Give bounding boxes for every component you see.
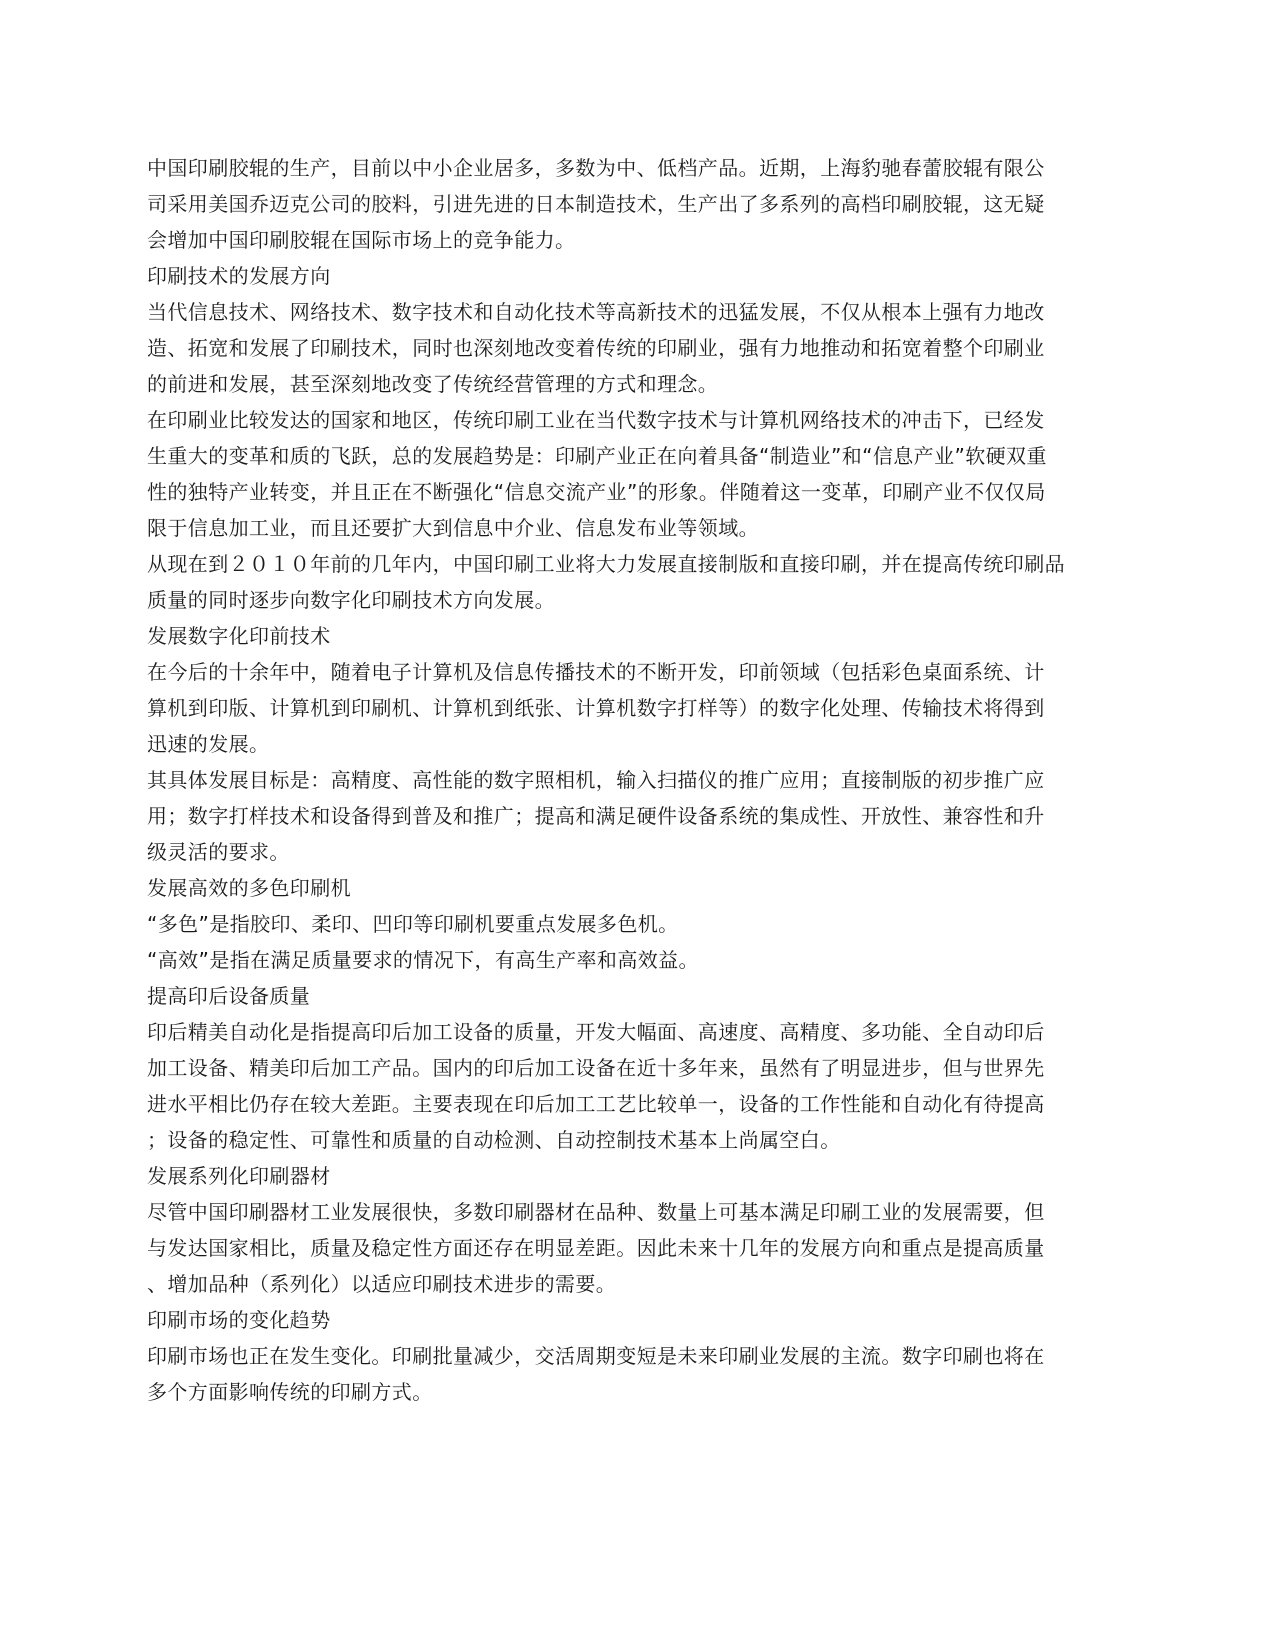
document-body [147, 150, 1067, 1410]
text-line: 迅速的发展。 [147, 732, 270, 756]
text-line: 性的独特产业转变，并且正在不断强化“信息交流产业”的形象。伴随着这一变革，印刷产业不仅仅局 [147, 480, 1046, 504]
section-heading: 发展高效的多色印刷机 [147, 876, 351, 900]
text-line: 限于信息加工业，而且还要扩大到信息中介业、信息发布业等领域。 [147, 516, 759, 540]
section-heading: 提高印后设备质量 [147, 984, 311, 1008]
text-line: 尽管中国印刷器材工业发展很快，多数印刷器材在品种、数量上可基本满足印刷工业的发展需要，但 [147, 1200, 1045, 1224]
text-line: 印刷市场也正在发生变化。印刷批量减少，交活周期变短是未来印刷业发展的主流。数字印刷也将在 [147, 1344, 1045, 1368]
text-line: 、增加品种（系列化）以适应印刷技术进步的需要。 [147, 1272, 617, 1296]
text-line: “高效”是指在满足质量要求的情况下，有高生产率和高效益。 [147, 948, 699, 972]
text-line: 生重大的变革和质的飞跃，总的发展趋势是：印刷产业正在向着具备“制造业”和“信息产业”软硬双重 [147, 444, 1047, 468]
text-line: 加工设备、精美印后加工产品。国内的印后加工设备在近十多年来，虽然有了明显进步，但与世界先 [147, 1056, 1045, 1080]
text-line: 司采用美国乔迈克公司的胶料，引进先进的日本制造技术，生产出了多系列的高档印刷胶辊，这无疑 [147, 192, 1045, 216]
text-line: 质量的同时逐步向数字化印刷技术方向发展。 [147, 588, 555, 612]
text-line: 用；数字打样技术和设备得到普及和推广；提高和满足硬件设备系统的集成性、开放性、兼容性和升 [147, 804, 1045, 828]
text-line: 级灵活的要求。 [147, 840, 290, 864]
text-line: 与发达国家相比，质量及稳定性方面还存在明显差距。因此未来十几年的发展方向和重点是提高质量 [147, 1236, 1045, 1260]
text-line: 在印刷业比较发达的国家和地区，传统印刷工业在当代数字技术与计算机网络技术的冲击下，已经发 [147, 408, 1045, 432]
text-line: 会增加中国印刷胶辊在国际市场上的竞争能力。 [147, 228, 576, 252]
text-line: 的前进和发展，甚至深刻地改变了传统经营管理的方式和理念。 [147, 372, 719, 396]
text-line: 其具体发展目标是：高精度、高性能的数字照相机，输入扫描仪的推广应用；直接制版的初步推广应 [147, 768, 1045, 792]
text-line: 当代信息技术、网络技术、数字技术和自动化技术等高新技术的迅猛发展，不仅从根本上强有力地改 [147, 300, 1045, 324]
text-line: “多色”是指胶印、柔印、凹印等印刷机要重点发展多色机。 [147, 912, 679, 936]
text-line: 造、拓宽和发展了印刷技术，同时也深刻地改变着传统的印刷业，强有力地推动和拓宽着整个印刷业 [147, 336, 1045, 360]
text-line: 算机到印版、计算机到印刷机、计算机到纸张、计算机数字打样等）的数字化处理、传输技术将得到 [147, 696, 1045, 720]
text-line: 进水平相比仍存在较大差距。主要表现在印后加工工艺比较单一，设备的工作性能和自动化有待提高 [147, 1092, 1045, 1116]
text-line: 多个方面影响传统的印刷方式。 [147, 1380, 433, 1404]
section-heading: 发展数字化印前技术 [147, 624, 331, 648]
text-line: 印后精美自动化是指提高印后加工设备的质量，开发大幅面、高速度、高精度、多功能、全自动印后 [147, 1020, 1045, 1044]
text-line: ；设备的稳定性、可靠性和质量的自动检测、自动控制技术基本上尚属空白。 [147, 1128, 841, 1152]
section-heading: 印刷技术的发展方向 [147, 264, 331, 288]
text-line: 在今后的十余年中，随着电子计算机及信息传播技术的不断开发，印前领域（包括彩色桌面系统、计 [147, 660, 1045, 684]
text-line: 从现在到２０１０年前的几年内，中国印刷工业将大力发展直接制版和直接印刷，并在提高传统印刷品 [147, 552, 1065, 576]
section-heading: 印刷市场的变化趋势 [147, 1308, 331, 1332]
section-heading: 发展系列化印刷器材 [147, 1164, 331, 1188]
text-line: 中国印刷胶辊的生产，目前以中小企业居多，多数为中、低档产品。近期，上海豹驰春蕾胶辊有限公 [147, 156, 1045, 180]
